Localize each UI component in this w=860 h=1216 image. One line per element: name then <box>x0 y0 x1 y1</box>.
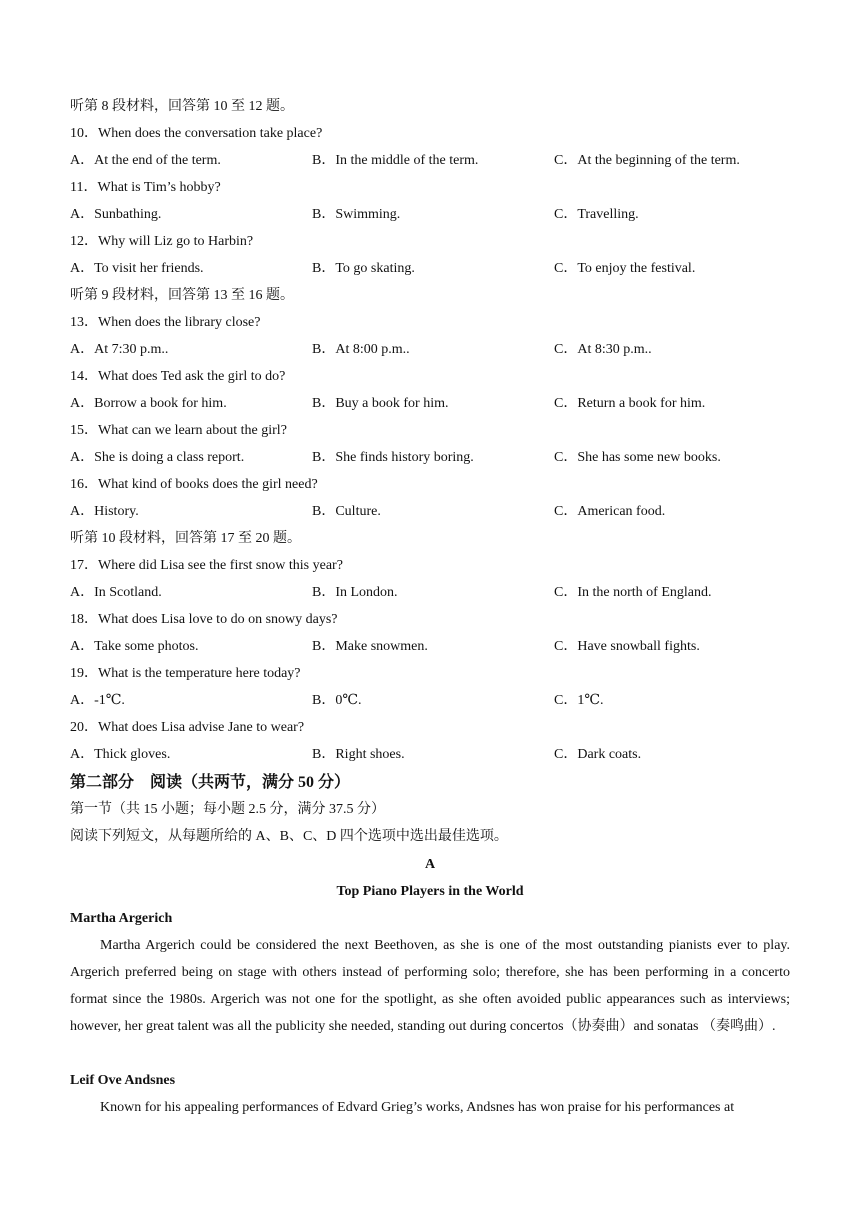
pianist-name-argerich: Martha Argerich <box>70 911 173 926</box>
q14-option-b: B．Buy a book for him. <box>312 396 449 411</box>
q12-option-c: C．To enjoy the festival. <box>554 261 696 276</box>
q12-option-b: B．To go skating. <box>312 261 415 276</box>
q12-option-a: A．To visit her friends. <box>70 261 204 276</box>
q19-option-a: A．-1℃. <box>70 693 125 708</box>
q19-option-c: C．1℃. <box>554 693 604 708</box>
q18-option-c: C．Have snowball fights. <box>554 639 700 654</box>
q16-option-b: B．Culture. <box>312 504 381 519</box>
q16-option-a: A．History. <box>70 504 139 519</box>
q20-option-c: C．Dark coats. <box>554 747 642 762</box>
q11-option-c: C．Travelling. <box>554 207 639 222</box>
passage-letter: A <box>424 857 436 872</box>
reading-instruction: 阅读下列短文，从每题所给的 A、B、C、D 四个选项中选出最佳选项。 <box>70 829 508 844</box>
pianist-name-andsnes: Leif Ove Andsnes <box>70 1073 176 1088</box>
question-15: 15．What can we learn about the girl? <box>70 423 287 438</box>
q17-option-a: A．In Scotland. <box>70 585 162 600</box>
q17-option-b: B．In London. <box>312 585 398 600</box>
q20-option-a: A．Thick gloves. <box>70 747 171 762</box>
question-20: 20．What does Lisa advise Jane to wear? <box>70 720 305 735</box>
paragraph-andsnes: Known for his appealing performances of Edvard Grieg’s works, Andsnes has won praise for his performances at <box>100 1100 735 1115</box>
q15-option-c: C．She has some new books. <box>554 450 721 465</box>
question-12: 12．Why will Liz go to Harbin? <box>70 234 254 249</box>
section-8-instruction: 听第 8 段材料，回答第 10 至 12 题。 <box>70 99 294 114</box>
section-one-heading: 第一节（共 15 小题；每小题 2.5 分，满分 37.5 分） <box>70 802 385 817</box>
q15-option-a: A．She is doing a class report. <box>70 450 245 465</box>
question-17: 17．Where did Lisa see the first snow this year? <box>70 558 343 573</box>
question-19: 19．What is the temperature here today? <box>70 666 301 681</box>
q14-option-a: A．Borrow a book for him. <box>70 396 227 411</box>
section-9-instruction: 听第 9 段材料，回答第 13 至 16 题。 <box>70 288 294 303</box>
part-two-title: 第二部分 阅读（共两节，满分 50 分） <box>70 774 351 791</box>
q16-option-c: C．American food. <box>554 504 666 519</box>
q18-option-a: A．Take some photos. <box>70 639 199 654</box>
question-10: 10．When does the conversation take place? <box>70 126 323 141</box>
passage-title: Top Piano Players in the World <box>336 884 524 899</box>
q13-option-c: C．At 8:30 p.m.. <box>554 342 652 357</box>
q20-option-b: B．Right shoes. <box>312 747 405 762</box>
q18-option-b: B．Make snowmen. <box>312 639 428 654</box>
section-10-instruction: 听第 10 段材料，回答第 17 至 20 题。 <box>70 531 301 546</box>
question-11: 11．What is Tim’s hobby? <box>70 180 221 195</box>
q10-option-b: B．In the middle of the term. <box>312 153 479 168</box>
question-16: 16．What kind of books does the girl need? <box>70 477 318 492</box>
q17-option-c: C．In the north of England. <box>554 585 712 600</box>
q10-option-a: A．At the end of the term. <box>70 153 221 168</box>
q11-option-a: A．Sunbathing. <box>70 207 162 222</box>
q19-option-b: B．0℃. <box>312 693 362 708</box>
q13-option-b: B．At 8:00 p.m.. <box>312 342 410 357</box>
q15-option-b: B．She finds history boring. <box>312 450 474 465</box>
q13-option-a: A．At 7:30 p.m.. <box>70 342 169 357</box>
q14-option-c: C．Return a book for him. <box>554 396 706 411</box>
paragraph-argerich: Martha Argerich could be considered the next Beethoven, as she is one of the most outstanding pianists ever to play. Argerich preferred being on stage with others instead of performing solo; therefore, she has been performing in a concerto format since the 1980s. Argerich was not one for the spotlight, as she often avoided public appearances such as interviews; however, her great talent was all the publicity she needed, standing out during concertos（协奏曲）and sonatas （奏鸣曲）. <box>70 938 790 1034</box>
question-13: 13．When does the library close? <box>70 315 261 330</box>
q11-option-b: B．Swimming. <box>312 207 401 222</box>
question-14: 14．What does Ted ask the girl to do? <box>70 369 286 384</box>
question-18: 18．What does Lisa love to do on snowy days? <box>70 612 338 627</box>
q10-option-c: C．At the beginning of the term. <box>554 153 740 168</box>
